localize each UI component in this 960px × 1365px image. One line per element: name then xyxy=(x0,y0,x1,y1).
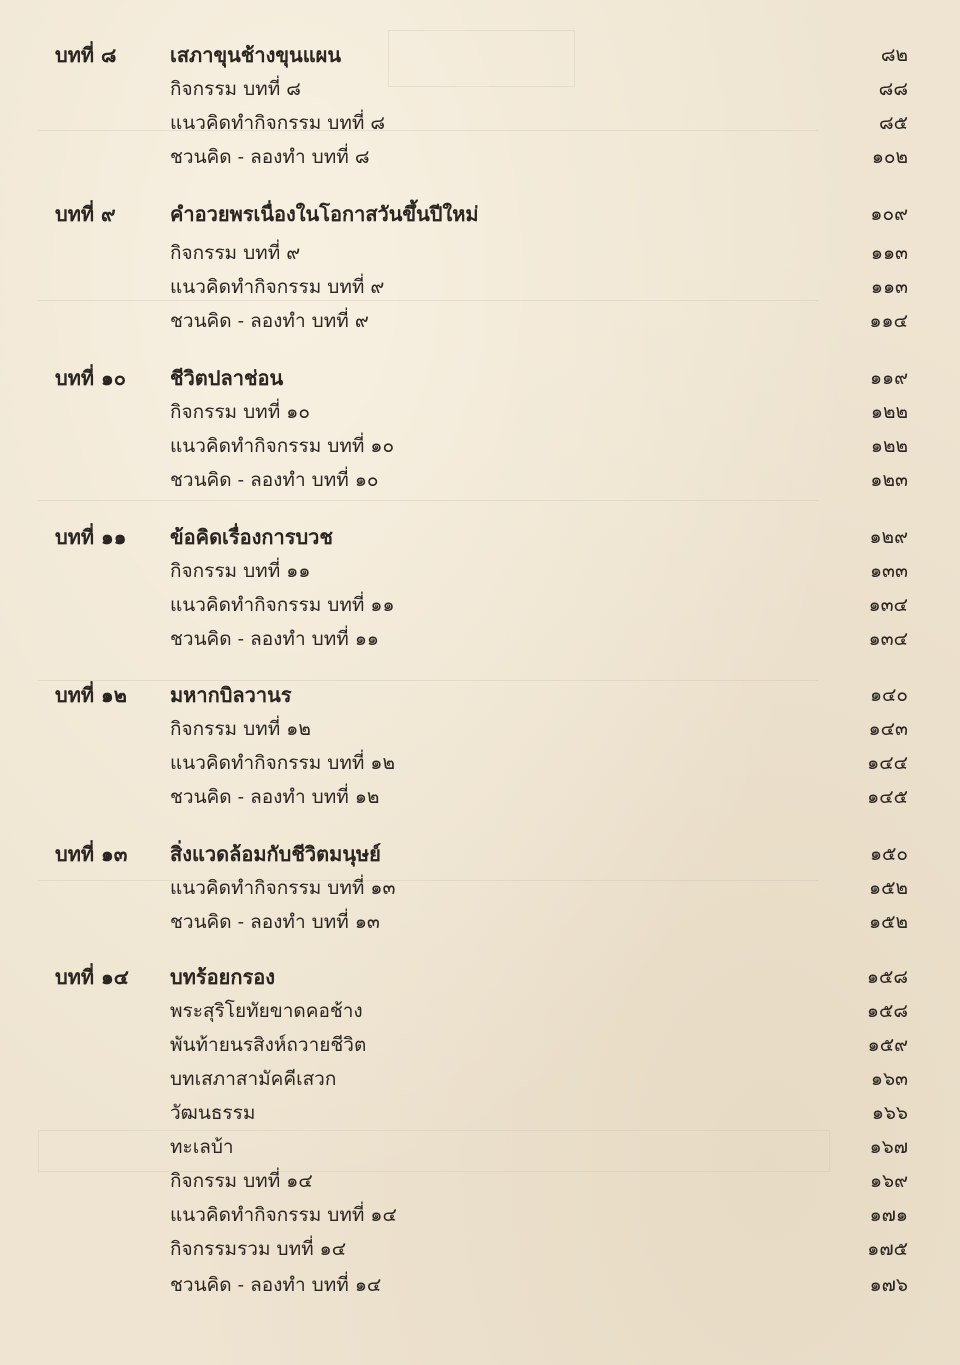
item-title: ชวนคิด - ลองทำ บทที่ ๑๔ xyxy=(170,1274,382,1296)
page-number: ๑๔๐ xyxy=(869,684,908,706)
toc-item[interactable] xyxy=(0,140,960,174)
page-number: ๑๔๕ xyxy=(867,786,908,808)
item-title: วัฒนธรรม xyxy=(170,1102,256,1124)
toc-item[interactable] xyxy=(0,429,960,463)
item-title: แนวคิดทำกิจกรรม บทที่ ๑๔ xyxy=(170,1204,397,1226)
chapter-heading[interactable] xyxy=(0,197,960,231)
page-number: ๑๕๘ xyxy=(866,966,908,988)
page-number: ๑๑๓ xyxy=(870,276,908,298)
toc-item[interactable] xyxy=(0,236,960,270)
page-number: ๑๕๙ xyxy=(867,1034,908,1056)
toc-item[interactable] xyxy=(0,1164,960,1198)
chapter-heading[interactable] xyxy=(0,960,960,994)
chapter-number: บทที่ ๑๐ xyxy=(55,366,126,390)
chapter-title: ชีวิตปลาช่อน xyxy=(170,366,284,390)
page-number: ๑๒๒ xyxy=(870,401,908,423)
page-number: ๑๑๔ xyxy=(869,310,908,332)
page-number: ๑๗๕ xyxy=(867,1238,908,1260)
chapter-title: บทร้อยกรอง xyxy=(170,965,275,989)
page-number: ๘๕ xyxy=(878,112,908,134)
item-title: ชวนคิด - ลองทำ บทที่ ๑๑ xyxy=(170,628,379,650)
page-number: ๑๑๓ xyxy=(870,242,908,264)
page-number: ๑๗๖ xyxy=(869,1274,908,1296)
toc-item[interactable] xyxy=(0,588,960,622)
page-number: ๑๗๑ xyxy=(869,1204,908,1226)
page-number: ๑๒๙ xyxy=(869,526,908,548)
page-number: ๑๔๓ xyxy=(868,718,908,740)
toc-item[interactable] xyxy=(0,712,960,746)
item-title: ชวนคิด - ลองทำ บทที่ ๑๒ xyxy=(170,786,380,808)
toc-item[interactable] xyxy=(0,72,960,106)
chapter-number: บทที่ ๘ xyxy=(55,43,117,67)
toc-item[interactable] xyxy=(0,554,960,588)
chapter-heading[interactable] xyxy=(0,38,960,72)
item-title: ชวนคิด - ลองทำ บทที่ ๘ xyxy=(170,146,370,168)
toc-item[interactable] xyxy=(0,1096,960,1130)
page-number: ๑๑๙ xyxy=(869,367,908,389)
item-title: แนวคิดทำกิจกรรม บทที่ ๑๑ xyxy=(170,594,395,616)
toc-item[interactable] xyxy=(0,106,960,140)
toc-item[interactable] xyxy=(0,994,960,1028)
toc-item[interactable] xyxy=(0,780,960,814)
toc-item[interactable] xyxy=(0,270,960,304)
item-title: พันท้ายนรสิงห์ถวายชีวิต xyxy=(170,1034,367,1056)
toc-item[interactable] xyxy=(0,1062,960,1096)
item-title: กิจกรรม บทที่ ๙ xyxy=(170,242,301,264)
toc-item[interactable] xyxy=(0,871,960,905)
page-number: ๑๕๘ xyxy=(866,1000,908,1022)
item-title: กิจกรรมรวม บทที่ ๑๔ xyxy=(170,1238,347,1260)
page-number: ๑๖๖ xyxy=(871,1102,908,1124)
page-number: ๑๓๔ xyxy=(868,628,908,650)
chapter-number: บทที่ ๑๓ xyxy=(55,842,128,866)
item-title: กิจกรรม บทที่ ๑๔ xyxy=(170,1170,313,1192)
toc-item[interactable] xyxy=(0,304,960,338)
page-number: ๑๖๗ xyxy=(869,1136,908,1158)
item-title: กิจกรรม บทที่ ๑๒ xyxy=(170,718,311,740)
page-number: ๑๒๓ xyxy=(870,469,908,491)
chapter-heading[interactable] xyxy=(0,520,960,554)
item-title: กิจกรรม บทที่ ๑๐ xyxy=(170,401,310,423)
item-title: พระสุริโยทัยขาดคอช้าง xyxy=(170,1000,363,1022)
toc-item[interactable] xyxy=(0,1028,960,1062)
chapter-title: เสภาขุนช้างขุนแผน xyxy=(170,43,341,67)
toc-item[interactable] xyxy=(0,1130,960,1164)
chapter-title: ข้อคิดเรื่องการบวช xyxy=(170,525,333,549)
chapter-number: บทที่ ๙ xyxy=(55,202,116,226)
page-number: ๘๒ xyxy=(880,44,908,66)
toc-item[interactable] xyxy=(0,1198,960,1232)
item-title: แนวคิดทำกิจกรรม บทที่ ๙ xyxy=(170,276,385,298)
page-number: ๑๔๔ xyxy=(867,752,908,774)
page-number: ๑๕๒ xyxy=(869,911,908,933)
page-number: ๘๘ xyxy=(878,78,908,100)
item-title: กิจกรรม บทที่ ๘ xyxy=(170,78,301,100)
chapter-title: มหากบิลวานร xyxy=(170,683,292,707)
item-title: แนวคิดทำกิจกรรม บทที่ ๑๒ xyxy=(170,752,395,774)
toc-item[interactable] xyxy=(0,746,960,780)
chapter-title: คำอวยพรเนื่องในโอกาสวันขึ้นปีใหม่ xyxy=(170,202,479,226)
item-title: ชวนคิด - ลองทำ บทที่ ๑๓ xyxy=(170,911,380,933)
item-title: แนวคิดทำกิจกรรม บทที่ ๑๐ xyxy=(170,435,395,457)
chapter-heading[interactable] xyxy=(0,837,960,871)
item-title: แนวคิดทำกิจกรรม บทที่ ๑๓ xyxy=(170,877,396,899)
page-number: ๑๓๓ xyxy=(869,560,908,582)
item-title: กิจกรรม บทที่ ๑๑ xyxy=(170,560,311,582)
toc-item[interactable] xyxy=(0,1232,960,1266)
page-number: ๑๕๒ xyxy=(869,877,908,899)
page-number: ๑๓๔ xyxy=(868,594,908,616)
chapter-number: บทที่ ๑๔ xyxy=(55,965,129,989)
page-number: ๑๖๓ xyxy=(870,1068,908,1090)
page-number: ๑๐๙ xyxy=(870,203,908,225)
page-number: ๑๐๒ xyxy=(871,146,908,168)
item-title: ทะเลบ้า xyxy=(170,1136,234,1158)
chapter-heading[interactable] xyxy=(0,361,960,395)
toc-item[interactable] xyxy=(0,463,960,497)
item-title: ชวนคิด - ลองทำ บทที่ ๙ xyxy=(170,310,369,332)
page-number: ๑๖๙ xyxy=(869,1170,908,1192)
chapter-title: สิ่งแวดล้อมกับชีวิตมนุษย์ xyxy=(170,842,381,866)
toc-item[interactable] xyxy=(0,905,960,939)
chapter-number: บทที่ ๑๒ xyxy=(55,683,127,707)
item-title: บทเสภาสามัคคีเสวก xyxy=(170,1068,337,1090)
chapter-heading[interactable] xyxy=(0,678,960,712)
chapter-number: บทที่ ๑๑ xyxy=(55,525,127,549)
toc-item[interactable] xyxy=(0,395,960,429)
toc-item[interactable] xyxy=(0,1268,960,1302)
page-number: ๑๕๐ xyxy=(869,843,908,865)
page-number: ๑๒๒ xyxy=(870,435,908,457)
item-title: แนวคิดทำกิจกรรม บทที่ ๘ xyxy=(170,112,386,134)
toc-item[interactable] xyxy=(0,622,960,656)
item-title: ชวนคิด - ลองทำ บทที่ ๑๐ xyxy=(170,469,379,491)
